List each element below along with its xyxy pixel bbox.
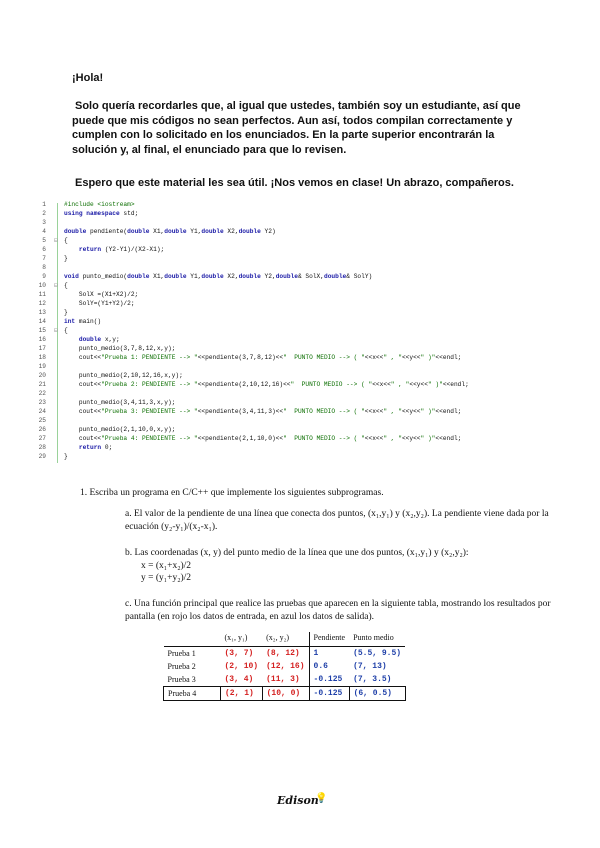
code-text: cout<<"Prueba 1: PENDIENTE --> "<<pendiente(3,7,8,12)<<" PUNTO MEDIO --> ( "<<x<<" , "<<y<<" )"<<endl; [64,354,462,361]
code-line [32,282,550,290]
line-number: 21 [38,381,46,388]
line-number: 26 [38,426,46,433]
line-number: 15 [38,327,46,334]
line-number: 27 [38,435,46,442]
table-header: (x₂, y₂) [262,632,309,647]
output-midpoint: (7, 3.5) [353,675,392,684]
intro-paragraph-2: Espero que este material les sea útil. ¡Nos vemos en clase! Un abrazo, compañeros. [75,177,514,189]
table-row [164,660,406,673]
line-number: 19 [38,363,46,370]
line-number: 16 [38,336,46,343]
code-text: { [64,237,68,244]
code-line [32,273,550,281]
code-line [32,336,550,344]
code-line [32,363,550,371]
code-text: { [64,327,68,334]
code-line [32,255,550,263]
signature: Edison [277,794,319,807]
code-line [32,237,550,245]
line-number: 11 [38,291,46,298]
input-point-2: (12, 16) [266,662,305,671]
code-text: double x,y; [78,336,120,343]
table-row [164,687,406,701]
question-1a: a. El valor de la pendiente de una línea que conecta dos puntos, (x₁,y₁) y (x₂,y₂). La pendiente viene dada por la ecuación (y₂-y₁)/(x₂-x₁). [125,509,549,532]
code-line [32,444,550,452]
lightbulb-icon: 💡 [315,793,328,804]
input-point-2: (8, 12) [266,649,300,658]
code-line [32,399,550,407]
line-number: 2 [42,210,46,217]
code-text: cout<<"Prueba 4: PENDIENTE --> "<<pendiente(2,1,10,0)<<" PUNTO MEDIO --> ( "<<x<<" , "<<y<<" )"<<endl; [64,435,462,442]
line-number: 7 [42,255,46,262]
formula-x: x = (x₁+x₂)/2 [141,560,192,571]
code-text: { [64,282,68,289]
line-number: 13 [38,309,46,316]
code-line [32,264,550,272]
code-text: using namespace std; [64,210,139,217]
table-header: (x₁, y₁) [221,632,263,647]
code-text: return 0; [78,444,113,451]
input-point-2: (10, 0) [262,687,309,701]
line-number: 23 [38,399,46,406]
line-number: 18 [38,354,46,361]
code-line [32,309,550,317]
code-text: punto_medio(3,7,8,12,x,y); [64,345,176,352]
question-1b [125,547,565,585]
formula-y: y = (y₁+y₂)/2 [141,573,192,583]
code-text: double pendiente(double X1,double Y1,double X2,double Y2) [64,228,276,235]
code-line [32,228,550,236]
line-number: 14 [38,318,46,325]
code-line [32,246,550,254]
line-number: 3 [42,219,46,226]
output-slope: 1 [309,647,349,661]
output-midpoint: (6, 0.5) [349,687,405,701]
code-line [32,318,550,326]
code-line [32,291,550,299]
table-header: Punto medio [349,632,405,647]
line-number: 6 [42,246,46,253]
input-point-1: (3, 4) [224,675,254,684]
code-line [32,345,550,353]
code-line [32,210,550,218]
input-point-1: (3, 7) [224,649,254,658]
code-line [32,435,550,443]
output-slope: -0.125 [309,673,349,687]
row-label: Prueba 3 [167,675,196,684]
table-header: Pendiente [309,632,349,647]
input-point-2: (11, 3) [266,675,300,684]
line-number: 8 [42,264,46,271]
input-point-1: (2, 10) [224,662,259,671]
code-line [32,426,550,434]
code-line [32,417,550,425]
fold-marker: ⊟ [54,327,58,334]
code-text: punto_medio(2,10,12,16,x,y); [64,372,183,379]
row-label: Prueba 2 [167,662,196,671]
line-number: 25 [38,417,46,424]
code-line [32,201,550,209]
question-1: 1. Escriba un programa en C/C++ que implemente los siguientes subprogramas. [80,488,384,498]
code-line [32,390,550,398]
greeting: ¡Hola! [72,72,104,84]
line-number: 29 [38,453,46,460]
line-number: 24 [38,408,46,415]
code-text: SolY=(Y1+Y2)/2; [64,300,135,307]
line-number: 9 [42,273,46,280]
code-line [32,300,550,308]
test-table [163,632,406,701]
code-text: cout<<"Prueba 2: PENDIENTE --> "<<pendiente(2,10,12,16)<<" PUNTO MEDIO --> ( "<<x<<" , "<<y<<" )"<<endl; [64,381,469,388]
output-slope: -0.125 [309,687,349,701]
line-number: 10 [38,282,46,289]
row-label: Prueba 1 [167,649,196,658]
code-line [32,354,550,362]
code-text: } [64,309,68,316]
code-text: void punto_medio(double X1,double Y1,double X2,double Y2,double& SolX,double& SolY) [64,273,373,280]
row-label: Prueba 4 [164,687,221,701]
question-1c: c. Una función principal que realice las pruebas que aparecen en la siguiente tabla, mostrando los resultados por pantalla (en rojo los datos de entrada, en azul los datos de salida). [125,599,551,622]
code-line [32,327,550,335]
output-midpoint: (7, 13) [353,662,387,671]
intro-paragraph-1: Solo quería recordarles que, al igual que ustedes, también soy un estudiante, así que puede que mis códigos no sean perfectos. Aun así, todos compilan correctamente y cumplen con lo solicitado en los enunciados. En la parte superior encontrarán la solución y, al final, el enunciado para que lo revisen. [72,100,521,156]
question-1b-text: b. Las coordenadas (x, y) del punto medio de la línea que une dos puntos, (x₁,y₁) y (x₂,y₂): [125,548,469,558]
output-slope: 0.6 [309,660,349,673]
table-header-row [164,632,406,647]
line-number: 20 [38,372,46,379]
code-line [32,372,550,380]
code-line [32,381,550,389]
code-text: punto_medio(2,1,10,0,x,y); [64,426,176,433]
line-number: 5 [42,237,46,244]
table-row [164,647,406,661]
code-text: punto_medio(3,4,11,3,x,y); [64,399,176,406]
input-point-1: (2, 1) [221,687,263,701]
code-text: #include <iostream> [64,201,135,208]
line-number: 1 [42,201,46,208]
code-line [32,408,550,416]
line-number: 22 [38,390,46,397]
code-text: cout<<"Prueba 3: PENDIENTE --> "<<pendiente(3,4,11,3)<<" PUNTO MEDIO --> ( "<<x<<" , "<<y<<" )"<<endl; [64,408,462,415]
code-text: } [64,255,68,262]
table-row [164,673,406,687]
code-text: SolX =(X1+X2)/2; [64,291,139,298]
fold-marker: ⊟ [54,282,58,289]
code-listing [32,201,550,465]
code-text: int main() [64,318,102,325]
fold-marker: ⊟ [54,237,58,244]
line-number: 17 [38,345,46,352]
code-text: return (Y2-Y1)/(X2-X1); [78,246,165,253]
table-header [164,632,221,647]
code-line [32,453,550,461]
line-number: 12 [38,300,46,307]
line-number: 28 [38,444,46,451]
output-midpoint: (5.5, 9.5) [353,649,402,658]
code-text: } [64,453,68,460]
code-line [32,219,550,227]
line-number: 4 [42,228,46,235]
